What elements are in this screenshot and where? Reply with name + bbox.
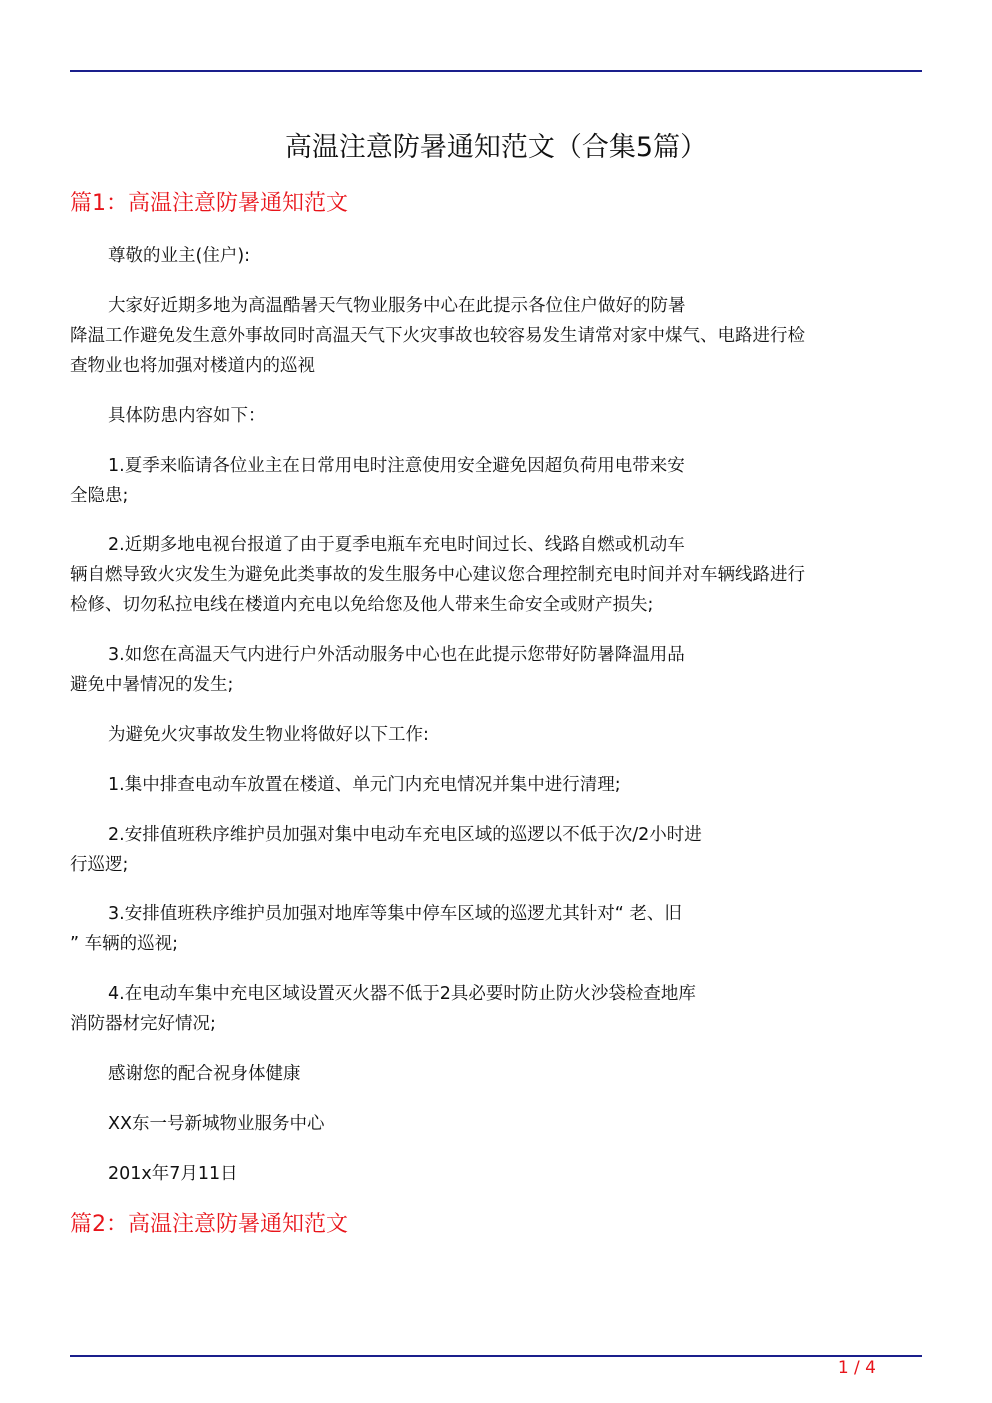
paragraph-line: 避免中暑情况的发生; xyxy=(70,675,234,695)
paragraph-line: 2.安排值班秩序维护员加强对集中电动车充电区域的巡逻以不低于次/2小时进 xyxy=(108,825,702,845)
paragraph-salutation xyxy=(70,241,922,271)
paragraph-line: 1.夏季来临请各位业主在日常用电时注意使用安全避免因超负荷用电带来安 xyxy=(108,456,685,476)
section-heading-1: 篇1：高温注意防暑通知范文 xyxy=(70,191,348,216)
paragraph-line: 1.集中排查电动车放置在楼道、单元门内充电情况并集中进行清理; xyxy=(108,775,621,795)
paragraph-line: 感谢您的配合祝身体健康 xyxy=(108,1064,301,1084)
paragraph-line: 检修、切勿私拉电线在楼道内充电以免给您及他人带来生命安全或财产损失; xyxy=(70,595,654,615)
paragraph-line: 3.如您在高温天气内进行户外活动服务中心也在此提示您带好防暑降温用品 xyxy=(108,645,685,665)
paragraph-line: 辆自燃导致火灾发生为避免此类事故的发生服务中心建议您合理控制充电时间并对车辆线路进行 xyxy=(70,565,805,585)
paragraph-content-header xyxy=(70,401,922,431)
paragraph-intro xyxy=(70,291,922,381)
paragraph-line: ” 车辆的巡视; xyxy=(70,934,179,954)
footer-rule xyxy=(70,1355,922,1357)
paragraph-work-1 xyxy=(70,770,922,800)
paragraph-line: 查物业也将加强对楼道内的巡视 xyxy=(70,356,315,376)
paragraph-signature xyxy=(70,1109,922,1139)
paragraph-line: 消防器材完好情况; xyxy=(70,1014,216,1034)
paragraph-date xyxy=(70,1159,922,1189)
paragraph-line: 为避免火灾事故发生物业将做好以下工作: xyxy=(108,725,429,745)
paragraph-closing xyxy=(70,1059,922,1089)
paragraph-line: 3.安排值班秩序维护员加强对地库等集中停车区域的巡逻尤其针对“ 老、旧 xyxy=(108,904,682,924)
paragraph-work-header xyxy=(70,720,922,750)
paragraph-work-4 xyxy=(70,979,922,1039)
paragraph-line: XX东一号新城物业服务中心 xyxy=(108,1114,325,1134)
paragraph-line: 降温工作避免发生意外事故同时高温天气下火灾事故也较容易发生请常对家中煤气、电路进行检 xyxy=(70,326,805,346)
paragraph-line: 201x年7月11日 xyxy=(108,1164,238,1184)
paragraph-item-2 xyxy=(70,530,922,620)
paragraph-work-3 xyxy=(70,899,922,959)
paragraph-line: 具体防患内容如下： xyxy=(108,406,266,426)
paragraph-line: 尊敬的业主(住户): xyxy=(108,246,251,266)
paragraph-item-1 xyxy=(70,451,922,511)
paragraph-line: 4.在电动车集中充电区域设置灭火器不低于2具必要时防止防火沙袋检查地库 xyxy=(108,984,696,1004)
paragraph-item-3 xyxy=(70,640,922,700)
paragraph-line: 全隐患; xyxy=(70,486,129,506)
paragraph-work-2 xyxy=(70,820,922,880)
document-title: 高温注意防暑通知范文（合集5篇） xyxy=(284,132,708,163)
header-rule xyxy=(70,70,922,72)
paragraph-line: 大家好近期多地为高温酷暑天气物业服务中心在此提示各位住户做好的防暑 xyxy=(108,296,686,316)
page-number: 1 / 4 xyxy=(837,1358,876,1378)
paragraph-line: 2.近期多地电视台报道了由于夏季电瓶车充电时间过长、线路自燃或机动车 xyxy=(108,535,685,555)
paragraph-line: 行巡逻; xyxy=(70,855,129,875)
section-heading-2: 篇2：高温注意防暑通知范文 xyxy=(70,1212,348,1237)
